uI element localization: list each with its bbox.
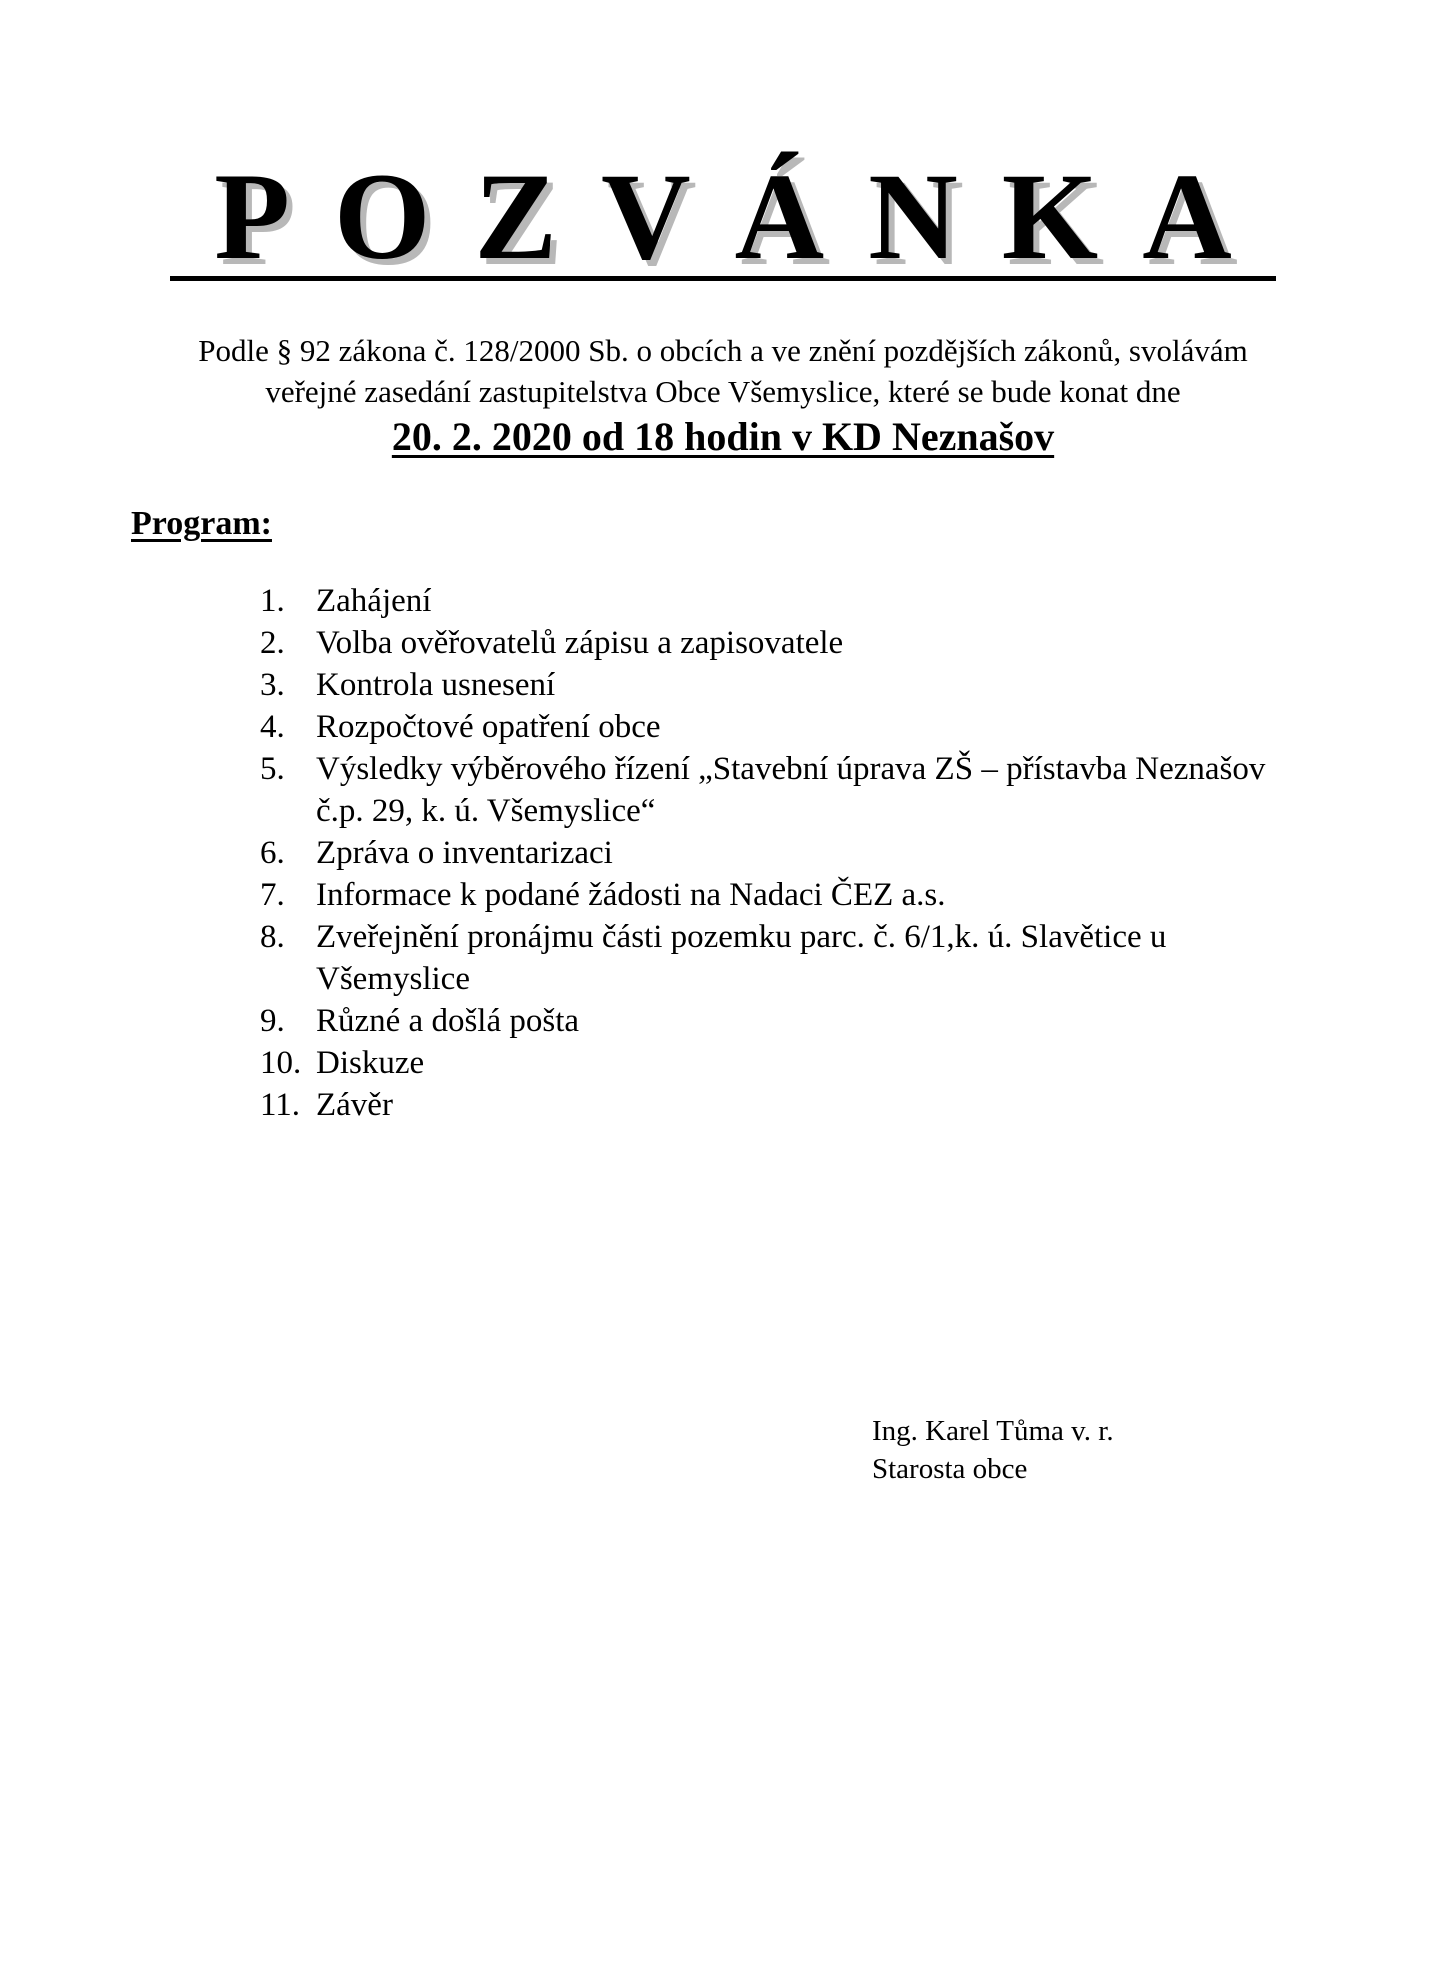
- agenda-item: [260, 1084, 1300, 1126]
- program-heading: Program:: [131, 505, 272, 542]
- agenda-item-number: 3.: [260, 667, 285, 703]
- agenda-item-number: 7.: [260, 877, 285, 913]
- agenda-item-text: Volba ověřovatelů zápisu a zapisovatele: [316, 625, 844, 661]
- agenda-item-number: 6.: [260, 835, 285, 871]
- intro-line-2: veřejné zasedání zastupitelstva Obce Všemyslice, které se bude konat dne: [265, 374, 1181, 409]
- agenda-item: [260, 748, 1300, 832]
- signature-block: [872, 1412, 1114, 1488]
- agenda-item: [260, 1042, 1300, 1084]
- agenda-item-text: Výsledky výběrového řízení „Stavební úprava ZŠ – přístavba Neznašov č.p. 29, k. ú. Všemyslice“: [316, 751, 1266, 829]
- agenda-item-number: 10.: [260, 1045, 302, 1081]
- document-title-text: POZVÁNKA: [170, 158, 1276, 281]
- agenda-item-number: 4.: [260, 709, 285, 745]
- agenda-item-number: 5.: [260, 751, 285, 787]
- signature-role: Starosta obce: [872, 1453, 1028, 1485]
- intro-line-1: Podle § 92 zákona č. 128/2000 Sb. o obcích a ve znění pozdějších zákonů, svolávám: [198, 333, 1248, 368]
- agenda-item-text: Rozpočtové opatření obce: [316, 709, 661, 745]
- signature-name: Ing. Karel Tůma v. r.: [872, 1415, 1114, 1447]
- meeting-date-place: 20. 2. 2020 od 18 hodin v KD Neznašov: [391, 414, 1055, 459]
- agenda-item: [260, 622, 1300, 664]
- agenda-item-text: Diskuze: [316, 1045, 425, 1081]
- agenda-item-number: 2.: [260, 625, 285, 661]
- agenda-item-text: Kontrola usnesení: [316, 667, 556, 703]
- agenda-item-number: 8.: [260, 919, 285, 955]
- intro-paragraph: [0, 330, 1446, 412]
- agenda-item: [260, 580, 1300, 622]
- agenda-item-text: Závěr: [316, 1087, 393, 1123]
- agenda-list: [260, 580, 1300, 1126]
- agenda-item-text: Zpráva o inventarizaci: [316, 835, 613, 871]
- agenda-item-number: 11.: [260, 1087, 301, 1123]
- agenda-item: [260, 706, 1300, 748]
- agenda-item-text: Informace k podané žádosti na Nadaci ČEZ a.s.: [316, 877, 946, 913]
- agenda-item-number: 9.: [260, 1003, 285, 1039]
- agenda-item: [260, 874, 1300, 916]
- document-title: [0, 148, 1446, 285]
- agenda-item-text: Zveřejnění pronájmu části pozemku parc. č. 6/1,k. ú. Slavětice u Všemyslice: [316, 919, 1167, 997]
- agenda-item-text: Různé a došlá pošta: [316, 1003, 580, 1039]
- agenda-item: [260, 916, 1300, 1000]
- agenda-item: [260, 832, 1300, 874]
- agenda-item-text: Zahájení: [316, 583, 432, 619]
- agenda-item-number: 1.: [260, 583, 285, 619]
- agenda-item: [260, 664, 1300, 706]
- agenda-item: [260, 1000, 1300, 1042]
